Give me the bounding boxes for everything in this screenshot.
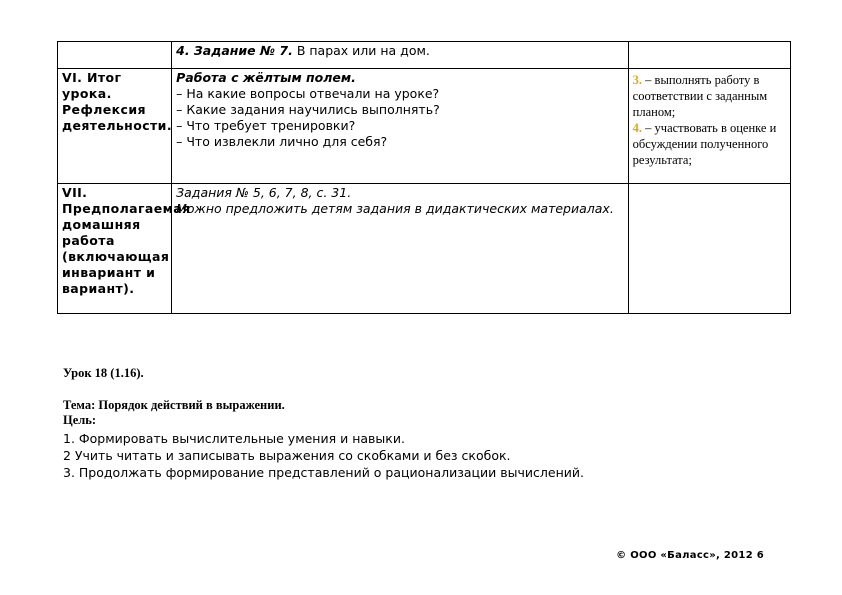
uud-item: [633, 72, 786, 120]
uud-text: – выполнять работу в соответствии с заданным планом;: [632, 73, 768, 119]
content-cell: [172, 69, 629, 184]
goal-label: Цель:: [63, 413, 97, 427]
task-text: В парах или на дом.: [292, 43, 430, 58]
lesson-topic: Тема: Порядок действий в выражении.: [63, 398, 285, 412]
goal-item: 1. Формировать вычислительные умения и навыки.: [63, 431, 405, 446]
section-heading: Работа с жёлтым полем.: [176, 70, 356, 85]
question-item: – На какие вопросы отвечали на уроке?: [176, 86, 440, 101]
uud-number: 4.: [632, 121, 643, 135]
uud-cell: [628, 184, 790, 314]
uud-item: [633, 120, 786, 168]
uud-number: 3.: [632, 73, 643, 87]
question-item: – Что извлекли лично для себя?: [176, 134, 388, 149]
table-row: [58, 184, 791, 314]
goal-item: 2 Учить читать и записывать выражения со скобками и без скобок.: [63, 448, 511, 463]
question-item: – Какие задания научились выполнять?: [176, 102, 440, 117]
lesson-table: [57, 41, 791, 314]
uud-text: – участвовать в оценке и обсуждении полученного результата;: [632, 121, 777, 167]
table-row: [58, 42, 791, 69]
task-label: 4. Задание № 7.: [176, 43, 293, 58]
homework-line: Можно предложить детям задания в дидактических материалах.: [176, 201, 614, 216]
uud-cell: [628, 42, 790, 69]
goal-item: 3. Продолжать формирование представлений о рационализации вычислений.: [63, 465, 584, 480]
table-row: [58, 69, 791, 184]
stage-cell: VI. Итог урока. Рефлексия деятельности.: [58, 69, 172, 184]
homework-line: Задания № 5, 6, 7, 8, с. 31.: [176, 185, 352, 200]
lesson-title: Урок 18 (1.16).: [63, 366, 144, 380]
content-cell: [172, 42, 629, 69]
page-footer: © ООО «Баласс», 2012 6: [616, 550, 764, 561]
stage-cell: [58, 42, 172, 69]
question-item: – Что требует тренировки?: [176, 118, 356, 133]
uud-cell: [628, 69, 790, 184]
stage-cell: VII. Предполагаемая домашняя работа (включающая инвариант и вариант).: [58, 184, 172, 314]
content-cell: [172, 184, 629, 314]
